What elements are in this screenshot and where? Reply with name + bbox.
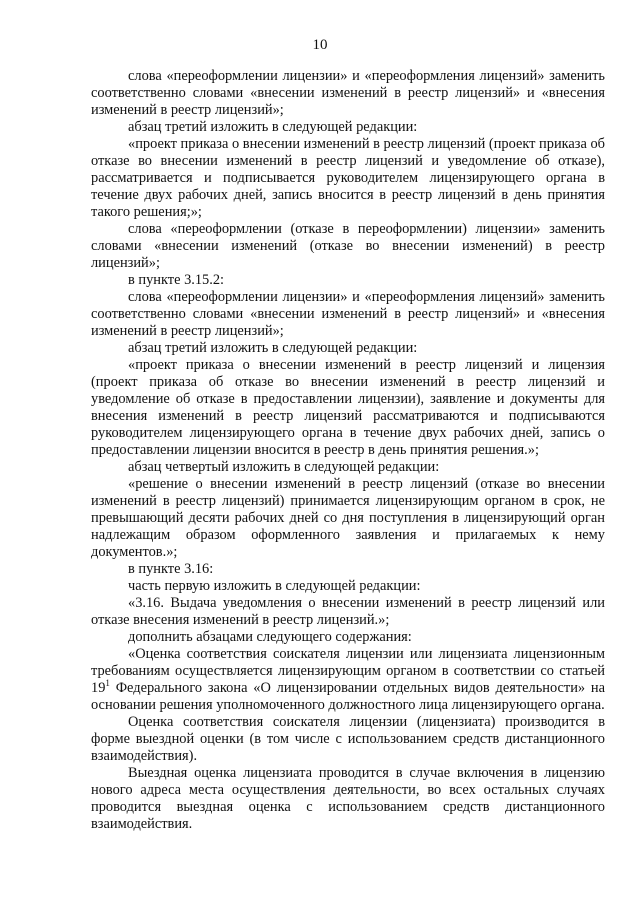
paragraph-7: абзац третий изложить в следующей редакции: — [128, 340, 418, 356]
paragraph-11: в пункте 3.16: — [128, 561, 214, 577]
article-superscript: 1 — [105, 678, 110, 689]
paragraph-6: слова «переоформлении лицензии» и «переоформления лицензий» заменить соответственно словами «внесении изменений в реестр лицензий» и «внесения изменений в реестр лицензий»; — [91, 289, 605, 339]
paragraph-16: Оценка соответствия соискателя лицензии (лицензиата) производится в форме выездной оценки (в том числе с использованием средств дистанционного взаимодействия). — [91, 714, 605, 764]
document-body — [91, 68, 605, 833]
paragraph-9: абзац четвертый изложить в следующей редакции: — [128, 459, 440, 475]
paragraph-13: «3.16. Выдача уведомления о внесении изменений в реестр лицензий или отказе внесения изменений в реестр лицензий.»; — [91, 595, 605, 628]
paragraph-5: в пункте 3.15.2: — [128, 272, 225, 288]
paragraph-8: «проект приказа о внесении изменений в реестр лицензий и лицензия (проект приказа об отказе во внесении изменений в реестр лицензий и уведомление об отказе в предоставлении лицензии), заявление и документы для внесения изменений в реестр лицензий рассматриваются и подписываются руководителем лицензирующего органа в течение двух рабочих дней, запись о предоставлении лицензии вносится в реестр в день принятия решения.»; — [91, 357, 605, 458]
paragraph-15-after: Федерального закона «О лицензировании отдельных видов деятельности» на основании решения уполномоченного должностного лица лицензирующего органа. — [91, 680, 605, 713]
paragraph-15 — [91, 646, 605, 714]
page-number: 10 — [312, 37, 328, 53]
paragraph-14: дополнить абзацами следующего содержания: — [128, 629, 412, 645]
paragraph-2: абзац третий изложить в следующей редакции: — [128, 119, 418, 135]
paragraph-1: слова «переоформлении лицензии» и «переоформления лицензий» заменить соответственно словами «внесении изменений в реестр лицензий» и «внесения изменений в реестр лицензий»; — [91, 68, 605, 118]
paragraph-12: часть первую изложить в следующей редакции: — [128, 578, 421, 594]
paragraph-3: «проект приказа о внесении изменений в реестр лицензий (проект приказа об отказе во внесении изменений в реестр лицензий и уведомление об отказе), рассматривается и подписывается руководителем лицензирующего органа в течение двух рабочих дней, запись вносится в реестр лицензий в день принятия такого решения;»; — [91, 136, 605, 220]
paragraph-15-before: «Оценка соответствия соискателя лицензии или лицензиата лицензионным требованиям осуществляется лицензирующим органом в соответствии со статьей 19 — [91, 646, 605, 696]
paragraph-4: слова «переоформлении (отказе в переоформлении) лицензии» заменить словами «внесении изменений (отказе во внесении изменений) в реестр лицензий»; — [91, 221, 605, 271]
paragraph-10: «решение о внесении изменений в реестр лицензий (отказе во внесении изменений в реестр лицензий) принимается лицензирующим органом в срок, не превышающий десяти рабочих дней со дня поступления в лицензирующий орган надлежащим образом оформленного заявления и прилагаемых к нему документов.»; — [91, 476, 605, 560]
paragraph-17: Выездная оценка лицензиата проводится в случае включения в лицензию нового адреса места осуществления деятельности, во всех остальных случаях проводится выездная оценка с использованием средств дистанционного взаимодействия. — [91, 765, 605, 832]
